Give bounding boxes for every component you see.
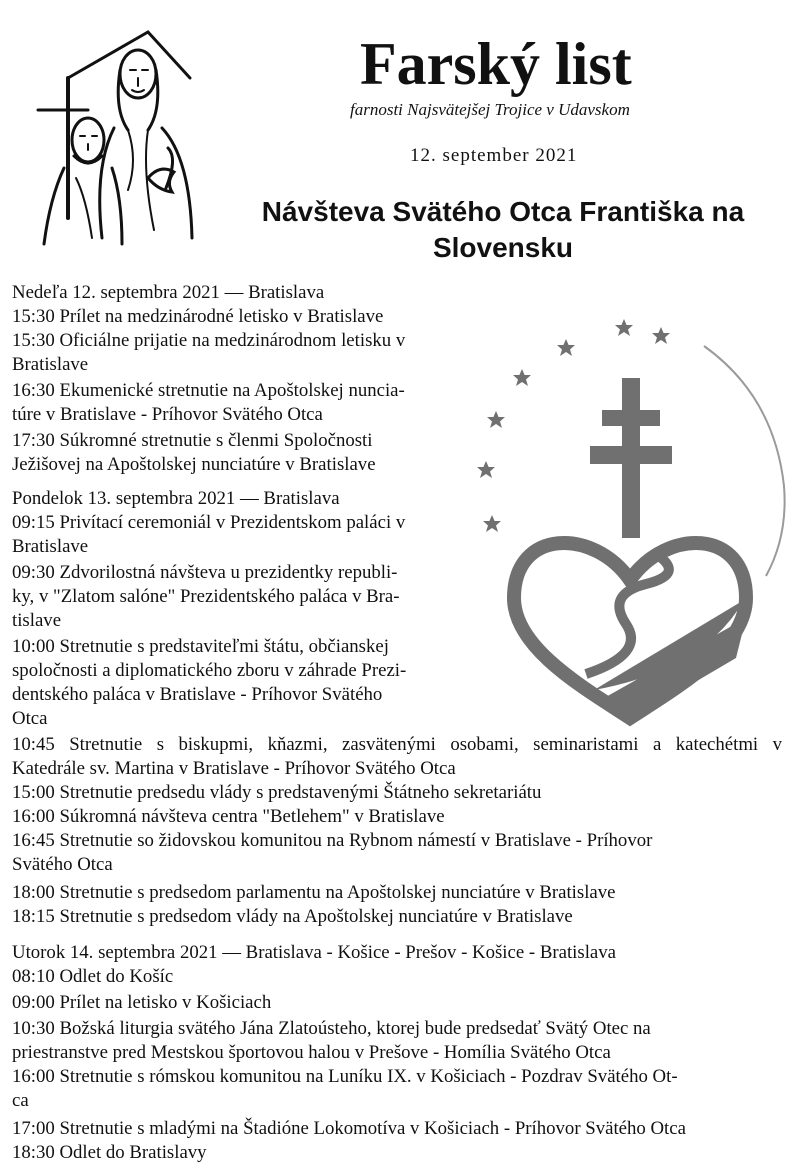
schedule-line: 10:30 Božská liturgia svätého Jána Zlatoústeho, ktorej bude predsedať Svätý Otec na <box>12 1018 651 1039</box>
schedule-line: 10:45 Stretnutie s biskupmi, kňazmi, zasvätenými osobami, seminaristami a katechétmi v <box>12 734 782 755</box>
schedule-line: túre v Bratislave - Príhovor Svätého Otca <box>12 404 323 425</box>
schedule-line: 18:30 Odlet do Bratislavy <box>12 1142 207 1163</box>
schedule-line: Katedrále sv. Martina v Bratislave - Príhovor Svätého Otca <box>12 758 456 779</box>
schedule-line: spoločnosti a diplomatického zboru v záhrade Prezi- <box>12 660 407 681</box>
day-heading-sunday: Nedeľa 12. septembra 2021 — Bratislava <box>12 282 325 303</box>
article-headline <box>218 194 788 266</box>
schedule-line: 09:15 Privítací ceremoniál v Prezidentskom paláci v <box>12 512 406 533</box>
schedule-line: Svätého Otca <box>12 854 113 875</box>
schedule-line: Ježišovej na Apoštolskej nunciatúre v Bratislave <box>12 454 376 475</box>
schedule-line: dentského paláca v Bratislave - Príhovor Svätého <box>12 684 383 705</box>
papal-visit-logo <box>474 318 790 732</box>
day-heading-monday: Pondelok 13. septembra 2021 — Bratislava <box>12 488 340 509</box>
schedule-line: 09:00 Prílet na letisko v Košiciach <box>12 992 272 1013</box>
schedule-line: 16:30 Ekumenické stretnutie na Apoštolskej nuncia- <box>12 380 405 401</box>
schedule-line: priestranstve pred Mestskou športovou halou v Prešove - Homília Svätého Otca <box>12 1042 611 1063</box>
schedule-line: 18:15 Stretnutie s predsedom vlády na Apoštolskej nunciatúre v Bratislave <box>12 906 573 927</box>
schedule-line: ca <box>12 1090 29 1111</box>
schedule-line: 09:30 Zdvorilostná návšteva u prezidentky republi- <box>12 562 398 583</box>
headline-line-2: Slovensku <box>432 232 574 263</box>
schedule-line: Bratislave <box>12 354 89 375</box>
headline-line-1: Návšteva Svätého Otca Františka na <box>261 196 745 227</box>
schedule-line: 16:00 Súkromná návšteva centra "Betlehem" v Bratislave <box>12 806 445 827</box>
schedule-line: 10:00 Stretnutie s predstaviteľmi štátu, občianskej <box>12 636 389 657</box>
schedule-line: Otca <box>12 708 48 729</box>
schedule-line: 16:45 Stretnutie so židovskou komunitou na Rybnom námestí v Bratislave - Príhovor <box>12 830 653 851</box>
schedule-line: Bratislave <box>12 536 89 557</box>
issue-date: 12. september 2021 <box>410 145 578 166</box>
schedule-line: 18:00 Stretnutie s predsedom parlamentu na Apoštolskej nunciatúre v Bratislave <box>12 882 616 903</box>
jesus-clipart-image <box>28 18 200 246</box>
parish-subtitle: farnosti Najsvätejšej Trojice v Udavskom <box>350 100 630 119</box>
schedule-line: ky, v "Zlatom salóne" Prezidentského paláca v Bra- <box>12 586 400 607</box>
day-heading-tuesday: Utorok 14. septembra 2021 — Bratislava - Košice - Prešov - Košice - Bratislava <box>12 942 616 963</box>
schedule-line: tislave <box>12 610 62 631</box>
schedule-line: 16:00 Stretnutie s rómskou komunitou na Luníku IX. v Košiciach - Pozdrav Svätého Ot- <box>12 1066 678 1087</box>
schedule-line: 17:30 Súkromné stretnutie s členmi Spoločnosti <box>12 430 373 451</box>
masthead-title: Farský list <box>360 31 632 97</box>
schedule-line: 08:10 Odlet do Košíc <box>12 966 174 987</box>
schedule-line: 15:30 Prílet na medzinárodné letisko v Bratislave <box>12 306 384 327</box>
schedule-line: 15:30 Oficiálne prijatie na medzinárodnom letisku v <box>12 330 406 351</box>
schedule-line: 15:00 Stretnutie predsedu vlády s predstavenými Štátneho sekretariátu <box>12 782 542 803</box>
schedule-line: 17:00 Stretnutie s mladými na Štadióne Lokomotíva v Košiciach - Príhovor Svätého Otca <box>12 1118 686 1139</box>
